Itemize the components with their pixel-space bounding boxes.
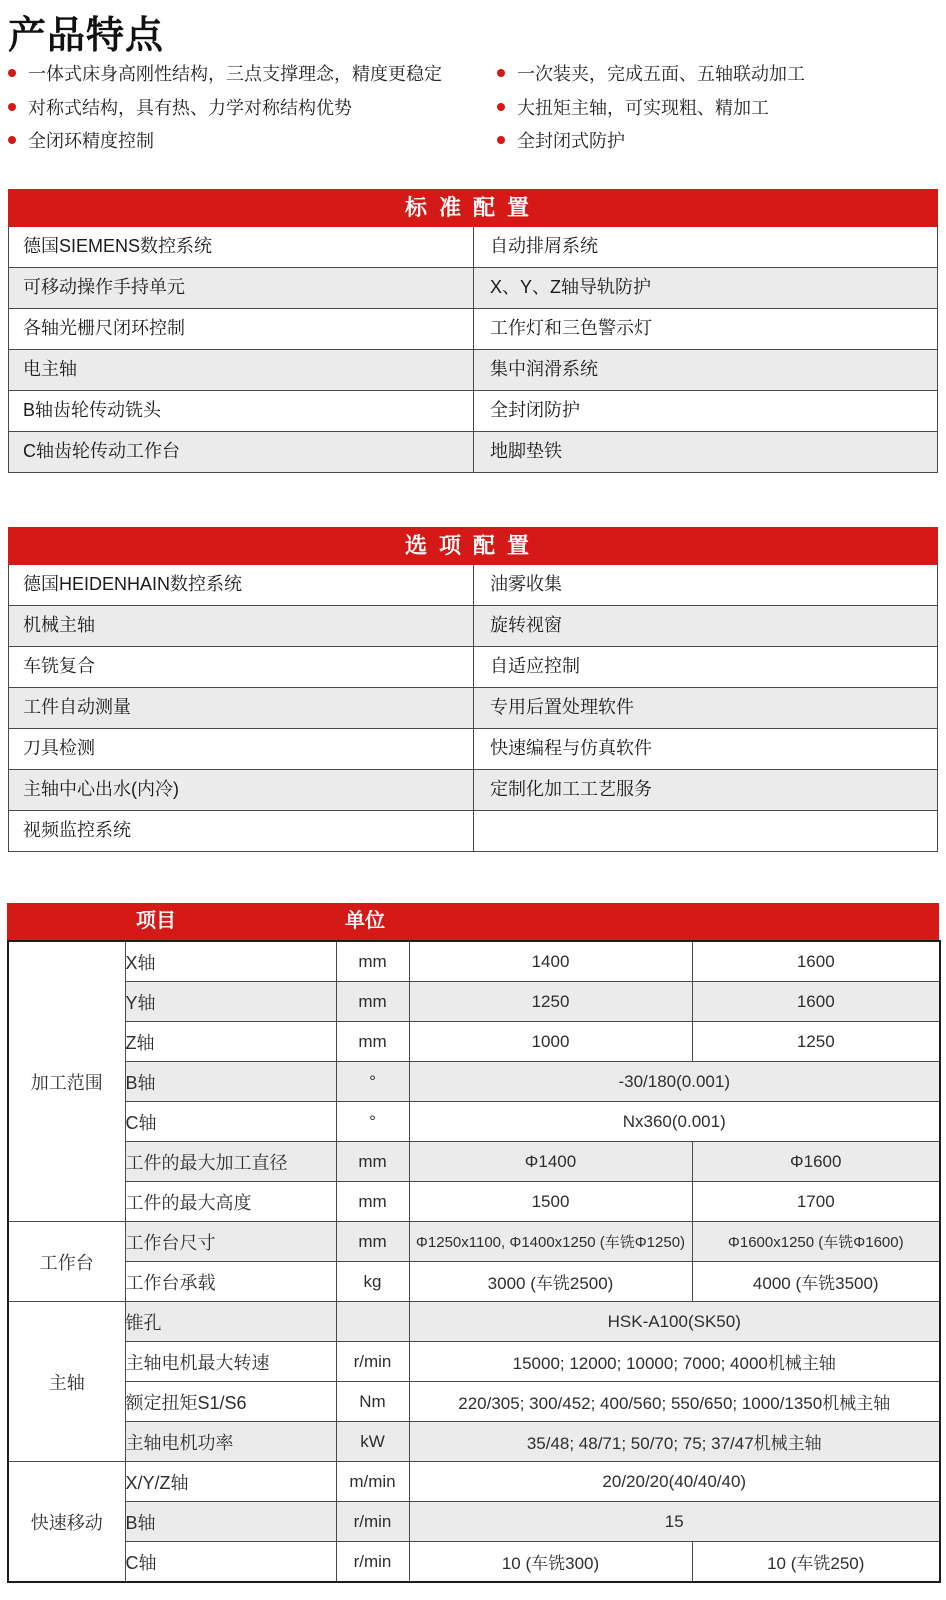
spec-value: 220/305; 300/452; 400/560; 550/650; 1000/1350机械主轴: [409, 1382, 940, 1422]
feature-text: 一次装夹，完成五面、五轴联动加工: [517, 64, 805, 84]
bullet-icon: [497, 136, 505, 144]
spec-item: 额定扭矩S1/S6: [125, 1382, 336, 1422]
config-item: 旋转视窗: [473, 606, 937, 646]
spec-value: Φ1250x1100, Φ1400x1250 (车铣Φ1250): [409, 1222, 692, 1262]
config-item: 主轴中心出水(内冷): [23, 779, 179, 799]
spec-unit: mm: [336, 1222, 409, 1262]
spec-unit: m/min: [336, 1462, 409, 1502]
table-row: [8, 1342, 940, 1382]
spec-item: X/Y/Z轴: [125, 1462, 336, 1502]
spec-unit: kW: [336, 1422, 409, 1462]
spec-value: 3000 (车铣2500): [409, 1262, 692, 1302]
spec-value: 20/20/20(40/40/40): [409, 1462, 940, 1502]
spec-item: 主轴电机最大转速: [125, 1342, 336, 1382]
spec-item: C轴: [125, 1102, 336, 1142]
spec-unit: mm: [336, 982, 409, 1022]
spec-item: X轴: [125, 941, 336, 982]
config-item: 油雾收集: [473, 565, 937, 605]
spec-value: 1250: [692, 1022, 940, 1062]
standard-config-table: [8, 189, 938, 473]
spec-value: 15000; 12000; 10000; 7000; 4000机械主轴: [409, 1342, 940, 1382]
spec-value: 1250: [409, 982, 692, 1022]
spec-unit: mm: [336, 1142, 409, 1182]
spec-table-header: [7, 903, 939, 940]
spec-unit: mm: [336, 1022, 409, 1062]
spec-header-item: 项目: [136, 910, 176, 932]
config-item: B轴齿轮传动铣头: [23, 400, 162, 420]
feature-text: 全封闭式防护: [517, 131, 625, 151]
config-item: 电主轴: [23, 359, 77, 379]
spec-table-body: [7, 940, 941, 1583]
optional-config-title: 选项配置: [8, 527, 938, 565]
config-item: X、Y、Z轴导轨防护: [473, 268, 937, 308]
table-row: [9, 769, 937, 810]
config-item: 专用后置处理软件: [473, 688, 937, 728]
feature-text: 对称式结构，具有热、力学对称结构优势: [28, 98, 352, 118]
config-item: 快速编程与仿真软件: [473, 729, 937, 769]
table-row: [8, 1262, 940, 1302]
spec-value: Φ1600: [692, 1142, 940, 1182]
table-row: [9, 728, 937, 769]
table-row: [8, 1022, 940, 1062]
table-row: [8, 982, 940, 1022]
feature-item: [497, 94, 769, 120]
spec-value: 10 (车铣300): [409, 1542, 692, 1583]
table-row: [9, 308, 937, 349]
bullet-icon: [497, 69, 505, 77]
config-item: 车铣复合: [23, 656, 95, 676]
spec-item: Z轴: [125, 1022, 336, 1062]
spec-unit: r/min: [336, 1342, 409, 1382]
spec-unit: r/min: [336, 1542, 409, 1583]
spec-unit: [336, 1302, 409, 1342]
config-item: 工作灯和三色警示灯: [473, 309, 937, 349]
feature-item: [8, 60, 442, 86]
spec-item: 锥孔: [125, 1302, 336, 1342]
config-item: 全封闭防护: [473, 391, 937, 431]
spec-unit: r/min: [336, 1502, 409, 1542]
spec-value: 35/48; 48/71; 50/70; 75; 37/47机械主轴: [409, 1422, 940, 1462]
optional-config-table: [8, 527, 938, 852]
bullet-icon: [497, 103, 505, 111]
spec-unit: °: [336, 1062, 409, 1102]
bullet-icon: [8, 136, 16, 144]
table-row: [9, 390, 937, 431]
table-row: [8, 1382, 940, 1422]
table-row: [9, 349, 937, 390]
spec-value: 10 (车铣250): [692, 1542, 940, 1583]
table-row: [8, 1102, 940, 1142]
spec-item: 工件的最大高度: [125, 1182, 336, 1222]
spec-value: Nx360(0.001): [409, 1102, 940, 1142]
table-row: [8, 1462, 940, 1502]
standard-config-body: [8, 227, 938, 473]
feature-item: [8, 127, 154, 153]
config-item: 视频监控系统: [23, 820, 131, 840]
table-row: [8, 1222, 940, 1262]
spec-group: 工作台: [8, 1222, 125, 1302]
table-row: [8, 1502, 940, 1542]
table-row: [9, 605, 937, 646]
config-item: C轴齿轮传动工作台: [23, 441, 180, 461]
config-item: 德国SIEMENS数控系统: [23, 236, 213, 256]
table-row: [9, 810, 937, 851]
spec-unit: kg: [336, 1262, 409, 1302]
spec-item: B轴: [125, 1062, 336, 1102]
config-item: 自动排屑系统: [473, 227, 937, 267]
config-item: 地脚垫铁: [473, 432, 937, 472]
bullet-icon: [8, 103, 16, 111]
table-row: [8, 941, 940, 982]
spec-unit: °: [336, 1102, 409, 1142]
spec-group: 主轴: [8, 1302, 125, 1462]
table-row: [9, 227, 937, 267]
spec-table: [7, 903, 939, 1583]
standard-config-title: 标准配置: [8, 189, 938, 227]
page-title: 产品特点: [8, 15, 165, 57]
spec-value: Φ1400: [409, 1142, 692, 1182]
feature-text: 大扭矩主轴，可实现粗、精加工: [517, 98, 769, 118]
table-row: [9, 646, 937, 687]
config-item: [473, 811, 937, 851]
table-row: [9, 565, 937, 605]
table-row: [8, 1142, 940, 1182]
config-item: 各轴光栅尺闭环控制: [23, 318, 185, 338]
config-item: 定制化加工工艺服务: [473, 770, 937, 810]
feature-text: 全闭环精度控制: [28, 131, 154, 151]
table-row: [9, 267, 937, 308]
spec-unit: mm: [336, 941, 409, 982]
spec-value: HSK-A100(SK50): [409, 1302, 940, 1342]
spec-unit: mm: [336, 1182, 409, 1222]
table-row: [8, 1542, 940, 1583]
spec-value: Φ1600x1250 (车铣Φ1600): [692, 1222, 940, 1262]
spec-header-unit: 单位: [345, 910, 385, 932]
spec-unit: Nm: [336, 1382, 409, 1422]
spec-value: -30/180(0.001): [409, 1062, 940, 1102]
spec-value: 15: [409, 1502, 940, 1542]
spec-item: B轴: [125, 1502, 336, 1542]
table-row: [8, 1422, 940, 1462]
config-item: 德国HEIDENHAIN数控系统: [23, 574, 243, 594]
spec-item: C轴: [125, 1542, 336, 1583]
spec-value: 1600: [692, 941, 940, 982]
spec-item: 工作台承载: [125, 1262, 336, 1302]
table-row: [8, 1182, 940, 1222]
table-row: [8, 1302, 940, 1342]
spec-item: 工作台尺寸: [125, 1222, 336, 1262]
spec-value: 1500: [409, 1182, 692, 1222]
spec-item: 工件的最大加工直径: [125, 1142, 336, 1182]
config-item: 可移动操作手持单元: [23, 277, 185, 297]
feature-item: [497, 127, 625, 153]
spec-value: 1000: [409, 1022, 692, 1062]
feature-item: [8, 94, 352, 120]
config-item: 刀具检测: [23, 738, 95, 758]
spec-item: 主轴电机功率: [125, 1422, 336, 1462]
table-row: [9, 687, 937, 728]
config-item: 自适应控制: [473, 647, 937, 687]
spec-value: 1700: [692, 1182, 940, 1222]
spec-group: 加工范围: [8, 941, 125, 1222]
spec-group: 快速移动: [8, 1462, 125, 1583]
spec-value: 4000 (车铣3500): [692, 1262, 940, 1302]
spec-value: 1600: [692, 982, 940, 1022]
config-item: 集中润滑系统: [473, 350, 937, 390]
spec-value: 1400: [409, 941, 692, 982]
table-row: [8, 1062, 940, 1102]
spec-item: Y轴: [125, 982, 336, 1022]
config-item: 工件自动测量: [23, 697, 131, 717]
optional-config-body: [8, 565, 938, 852]
bullet-icon: [8, 69, 16, 77]
config-item: 机械主轴: [23, 615, 95, 635]
feature-item: [497, 60, 805, 86]
table-row: [9, 431, 937, 472]
feature-text: 一体式床身高刚性结构，三点支撑理念，精度更稳定: [28, 64, 442, 84]
